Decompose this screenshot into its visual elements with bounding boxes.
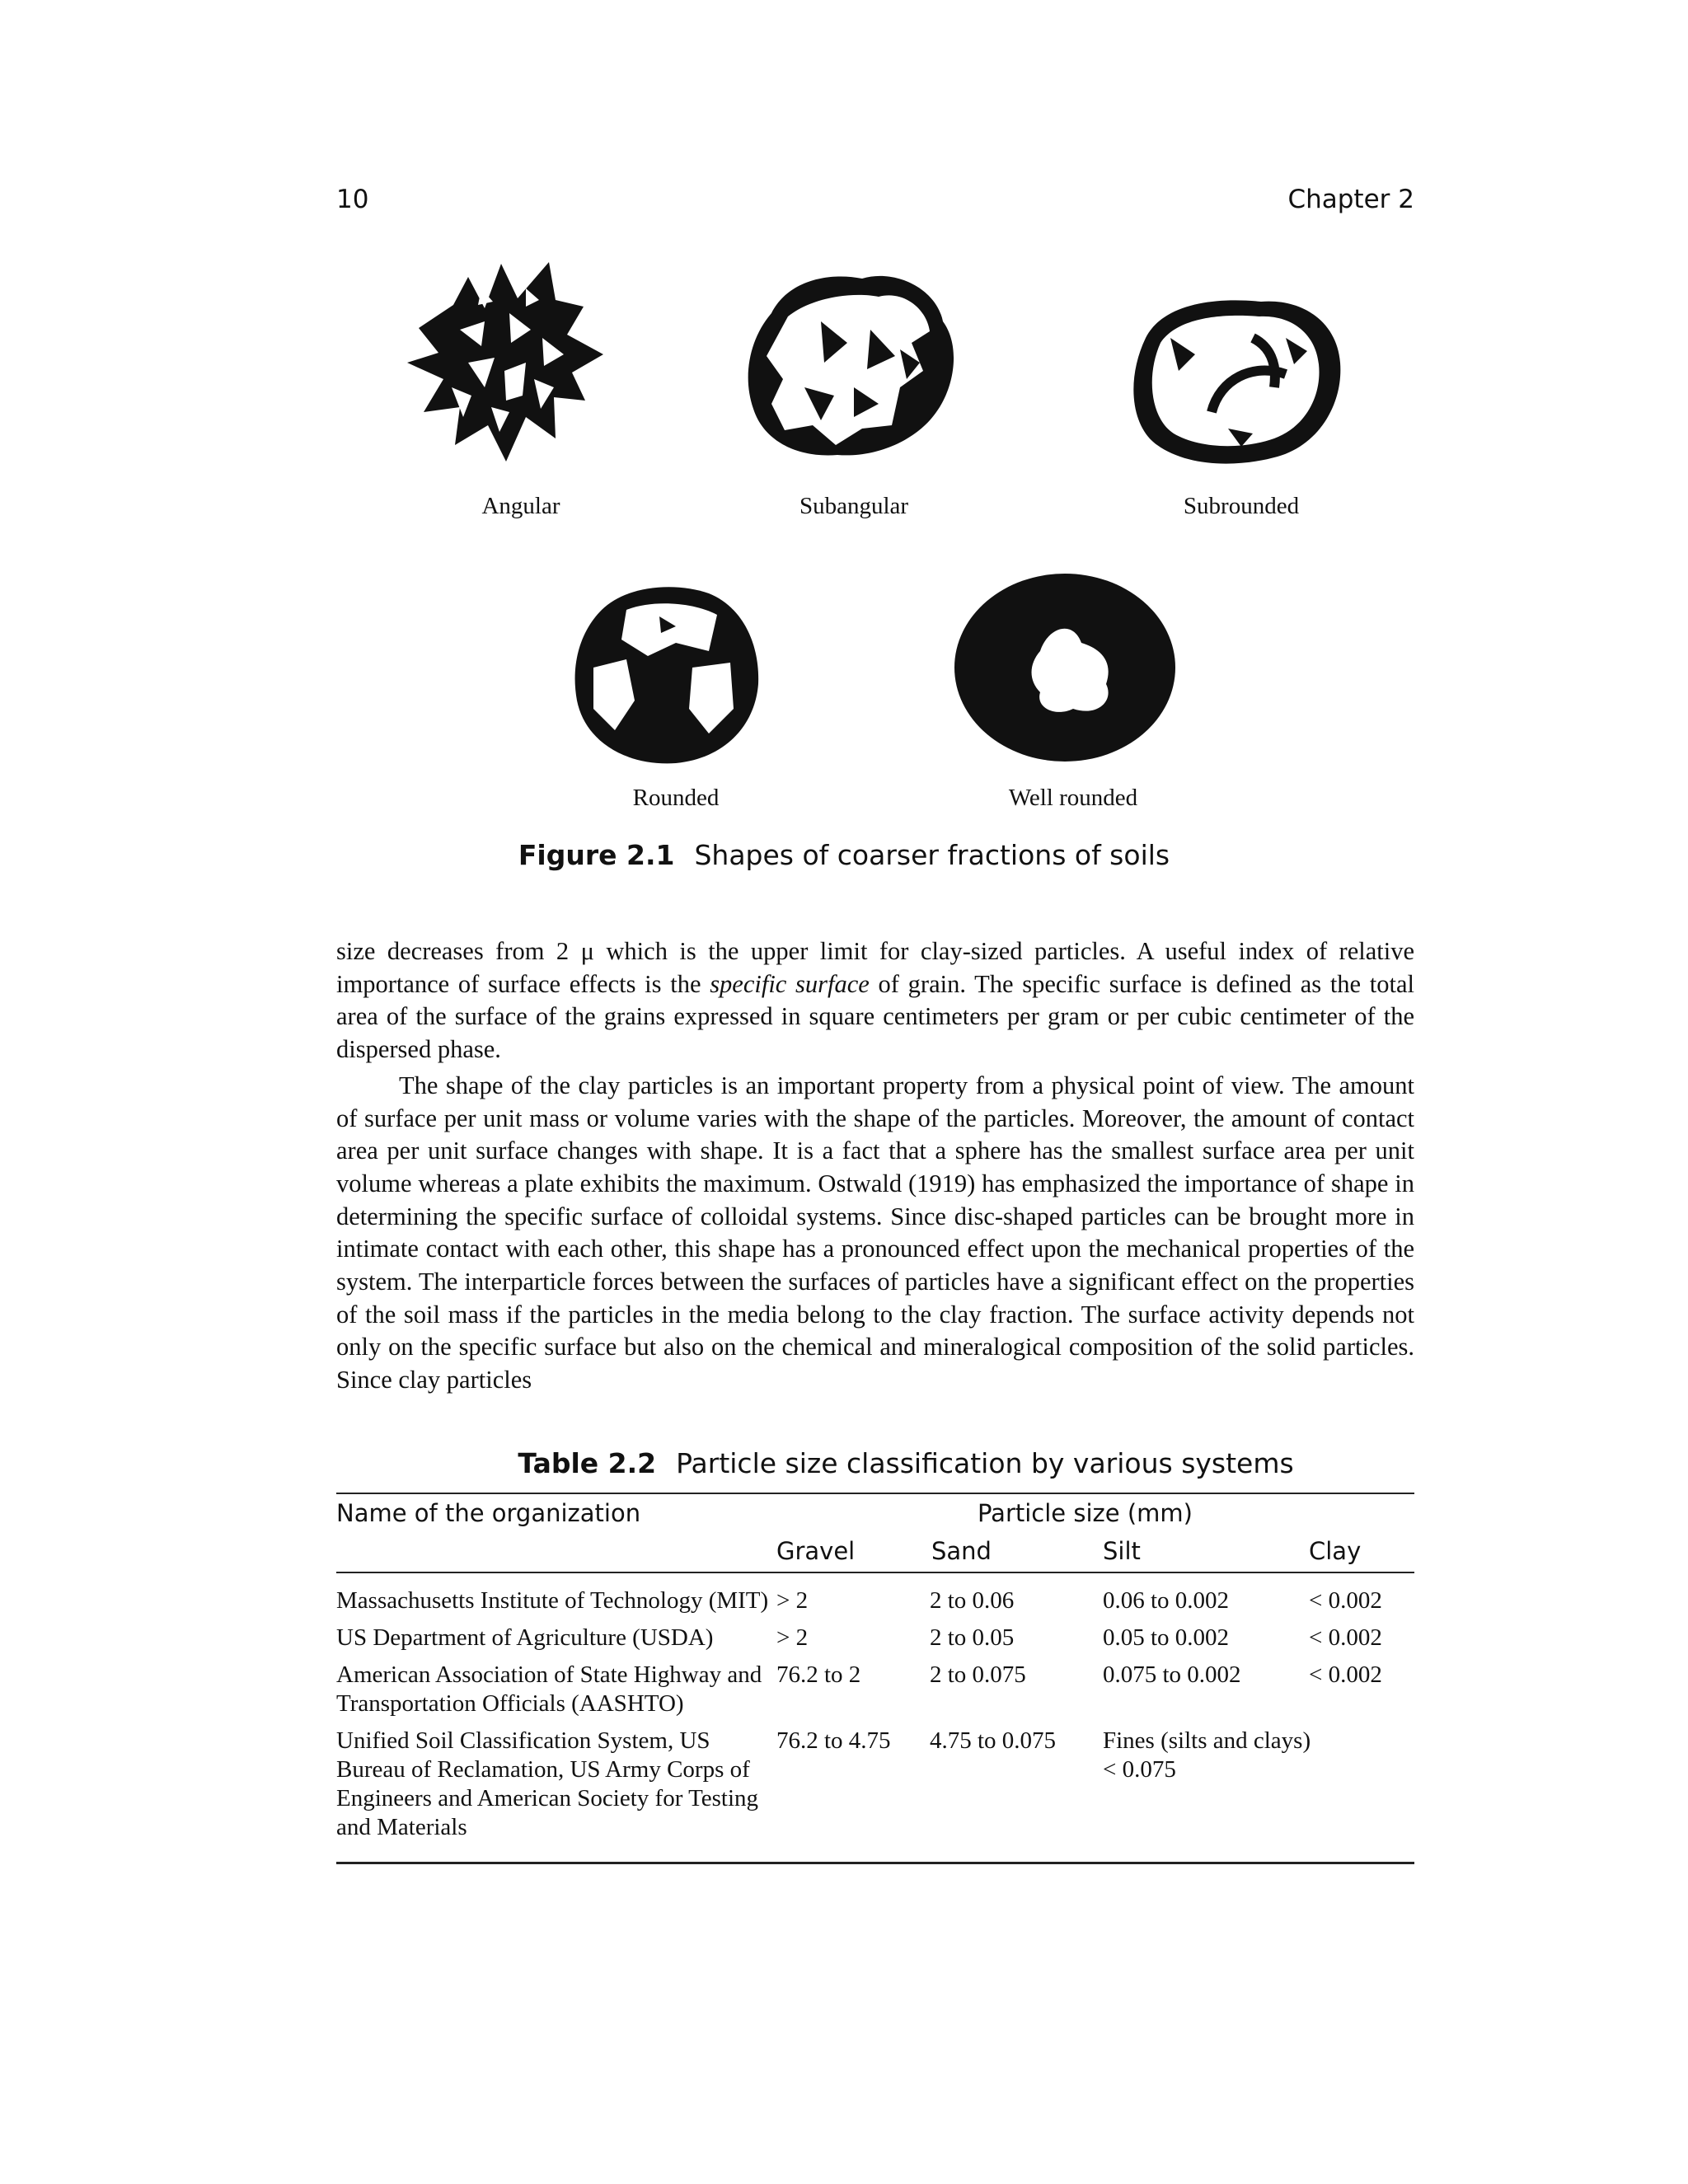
subangular-grain-illustration xyxy=(738,264,969,470)
header-particle-size: Particle size (mm) xyxy=(978,1499,1193,1527)
table-row xyxy=(336,1624,1414,1661)
header-sand: Sand xyxy=(931,1537,992,1565)
table-row xyxy=(336,1661,1414,1727)
fines-range: < 0.075 xyxy=(1103,1756,1176,1783)
table-header xyxy=(336,1494,1414,1572)
table-caption xyxy=(0,1447,1688,1479)
rounded-grain-illustration xyxy=(569,577,767,766)
sand-value: 2 to 0.06 xyxy=(930,1587,1015,1614)
clay-value: < 0.002 xyxy=(1309,1661,1382,1688)
silt-value: 0.06 to 0.002 xyxy=(1103,1587,1230,1614)
table-body xyxy=(336,1586,1414,1850)
table-header-rule xyxy=(336,1572,1414,1573)
shape-label-subangular: Subangular xyxy=(799,493,909,519)
clay-value: < 0.002 xyxy=(1309,1624,1382,1651)
table-caption-number: Table 2.2 xyxy=(518,1447,657,1479)
table-bottom-rule xyxy=(336,1862,1414,1864)
sand-value: 2 to 0.075 xyxy=(930,1661,1026,1688)
silt-value: 0.05 to 0.002 xyxy=(1103,1624,1230,1651)
table-caption-text: Particle size classification by various systems xyxy=(676,1447,1294,1479)
gravel-value: 76.2 to 4.75 xyxy=(776,1727,891,1754)
shape-label-angular: Angular xyxy=(481,493,560,519)
subrounded-grain-illustration xyxy=(1121,288,1352,470)
table-row xyxy=(336,1727,1414,1850)
table-row xyxy=(336,1586,1414,1624)
page-number: 10 xyxy=(336,185,369,214)
silt-value: 0.075 to 0.002 xyxy=(1103,1661,1241,1688)
header-organization: Name of the organization xyxy=(336,1499,641,1527)
org-name: US Department of Agriculture (USDA) xyxy=(336,1624,714,1651)
header-gravel: Gravel xyxy=(776,1537,856,1565)
header-silt: Silt xyxy=(1103,1537,1141,1565)
gravel-value: > 2 xyxy=(776,1624,809,1651)
shape-label-subrounded: Subrounded xyxy=(1183,493,1300,519)
clay-value: < 0.002 xyxy=(1309,1587,1382,1614)
paragraph-2: The shape of the clay particles is an important property from a physical point of view. The amount of surface per unit mass or volume varies with the shape of the particles. Moreover, the amount of contact area per unit surface changes with shape. It is a fact that a sphere has the smallest surface area per unit volume whereas a plate exhibits the maximum. Ostwald (1919) has emphasized the importance of shape in determining the specific surface of colloidal systems. Since disc-shaped particles can be brought more in intimate contact with each other, this shape has a pronounced effect upon the mechanical properties of the system. The interparticle forces between the surfaces of particles have a significant effect on the properties of the soil mass if the particles in the media belong to the clay fraction. The surface activity depends not only on the specific surface but also on the chemical and mineralogical composition of the solid particles. Since clay particles xyxy=(336,1071,1414,1394)
org-name: American Association of State Highway and Transportation Officials (AASHTO) xyxy=(336,1661,762,1717)
sand-value: 4.75 to 0.075 xyxy=(930,1727,1057,1754)
angular-grain-illustration xyxy=(402,255,617,470)
particle-size-table xyxy=(336,1493,1414,1864)
header-clay: Clay xyxy=(1309,1537,1362,1565)
chapter-title: Chapter 2 xyxy=(1287,185,1414,214)
shape-label-well-rounded: Well rounded xyxy=(1008,785,1138,811)
paragraph-1-part-b: of grain. The specific surface is defined as the total area of the surface of the grains expressed in square centimeters per gram or per cubic centimeter of the dispersed phase. xyxy=(336,969,1414,1064)
fines-value xyxy=(1103,1727,1414,1850)
paragraph-1-part-a: size decreases from 2 μ which is the upper limit for clay-sized particles. A useful index of relative importance of surface effects is the xyxy=(336,937,1414,998)
gravel-value: > 2 xyxy=(776,1587,809,1614)
figure-caption xyxy=(0,839,1688,871)
gravel-value: 76.2 to 2 xyxy=(776,1661,861,1688)
org-name: Massachusetts Institute of Technology (MIT) xyxy=(336,1587,769,1614)
well-rounded-grain-illustration xyxy=(950,569,1180,766)
shape-label-rounded: Rounded xyxy=(632,785,720,811)
paragraph-1 xyxy=(336,935,1414,1066)
org-name: Unified Soil Classification System, US Bureau of Reclamation, US Army Corps of Engineers and American Society for Testing and Materials xyxy=(336,1727,759,1840)
fines-label: Fines (silts and clays) xyxy=(1103,1727,1311,1754)
sand-value: 2 to 0.05 xyxy=(930,1624,1015,1651)
figure-caption-text: Shapes of coarser fractions of soils xyxy=(694,839,1170,871)
specific-surface-term: specific surface xyxy=(710,969,870,998)
figure-caption-number: Figure 2.1 xyxy=(518,839,675,871)
body-text xyxy=(336,935,1414,1397)
